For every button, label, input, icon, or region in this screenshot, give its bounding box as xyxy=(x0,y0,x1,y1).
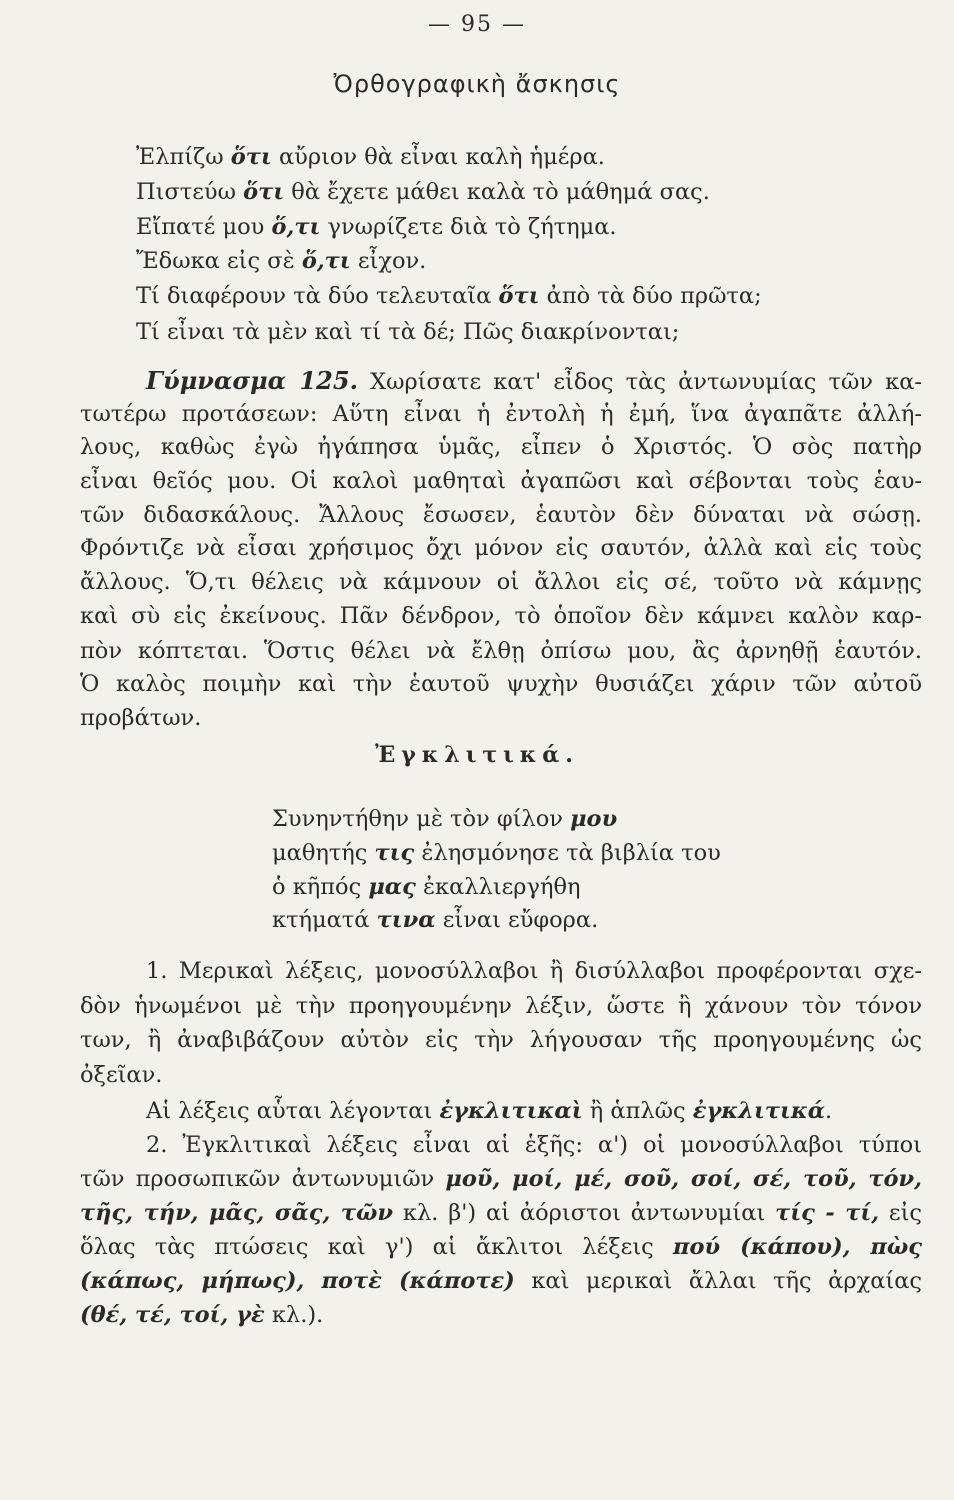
exercise-line: Ἐλπίζω ὅτι αὔριον θὰ εἶναι καλὴ ἡμέρα. xyxy=(136,144,605,170)
gymnasma-line: Φρόντιζε νὰ εἶσαι χρήσιμος ὄχι μόνον εἰς σαυτόν, ἀλλὰ καὶ εἰς τοὺς xyxy=(80,535,922,561)
page-number: — 95 — xyxy=(428,12,526,37)
example-line: κτήματά τινα εἶναι εὔφορα. xyxy=(272,907,599,933)
gymnasma-line: εἶναι θεῖός μου. Οἱ καλοὶ μαθηταὶ ἀγαπῶσι καὶ σέβονται τοὺς ἑαυ- xyxy=(80,468,922,494)
paragraph-1b: Αἱ λέξεις αὗται λέγονται ἐγκλιτικαὶ ἢ ἁπλῶς ἐγκλιτικά. xyxy=(146,1098,833,1124)
gymnasma-line: Ὁ καλὸς ποιμὴν καὶ τὴν ἑαυτοῦ ψυχὴν θυσιάζει χάριν τῶν αὐτοῦ xyxy=(80,671,922,697)
paragraph-1-line: ὀξεῖαν. xyxy=(80,1062,163,1088)
exercise-line: Πιστεύω ὅτι θὰ ἔχετε μάθει καλὰ τὸ μάθημά σας. xyxy=(136,179,710,205)
gymnasma-line: πὸν κόπτεται. Ὅστις θέλει νὰ ἔλθῃ ὀπίσω μου, ἂς ἀρνηθῇ ἑαυτόν. xyxy=(80,638,922,664)
exercise-line: Εἴπατέ μου ὅ,τι γνωρίζετε διὰ τὸ ζήτημα. xyxy=(136,214,617,240)
example-line: ὁ κῆπός μας ἐκαλλιεργήθη xyxy=(272,874,581,900)
gymnasma-line: καὶ σὺ εἰς ἐκείνους. Πᾶν δένδρον, τὸ ὁποῖον δὲν κάμνει καλὸν καρ- xyxy=(80,603,922,629)
gymnasma-last-line: προβάτων. xyxy=(80,705,202,731)
paragraph-2-line: τῶν προσωπικῶν ἀντωνυμιῶν μοῦ, μοί, μέ, σοῦ, σοί, σέ, τοῦ, τόν, xyxy=(80,1166,922,1192)
gymnasma-line: ἄλλους. Ὅ,τι θέλεις νὰ κάμνουν οἱ ἄλλοι εἰς σέ, τοῦτο νὰ κάμνῃς xyxy=(80,569,922,595)
paragraph-2-line: 2. Ἐγκλιτικαὶ λέξεις εἶναι αἱ ἑξῆς: α') οἱ μονοσύλλαβοι τύποι xyxy=(146,1132,922,1158)
exercise-line: Τί διαφέρουν τὰ δύο τελευταῖα ὅτι ἀπὸ τὰ δύο πρῶτα; xyxy=(136,283,762,309)
exercise-title: Ὀρθογραφικὴ ἄσκησις xyxy=(333,70,621,98)
paragraph-2-line: ὅλας τὰς πτώσεις καὶ γ') αἱ ἄκλιτοι λέξεις πού (κάπου), πὼς xyxy=(80,1234,922,1260)
paragraph-2-line: τῆς, τήν, μᾶς, σᾶς, τῶν κλ. β') αἱ ἀόριστοι ἀντωνυμίαι τίς - τί, εἰς xyxy=(80,1200,923,1226)
gymnasma-line: τῶν διδασκάλους. Ἄλλους ἔσωσεν, ἑαυτὸν δὲν δύναται νὰ σώσῃ. xyxy=(80,502,922,528)
exercise-line: Ἔδωκα εἰς σὲ ὅ,τι εἶχον. xyxy=(136,248,427,274)
paragraph-1-line: δὸν ἡνωμένοι μὲ τὴν προηγουμένην λέξιν, ὥστε ἢ χάνουν τὸν τόνον xyxy=(80,993,922,1019)
paragraph-2-line: (κάπως, μήπως), ποτὲ (κάποτε) καὶ μερικαὶ ἄλλαι τῆς ἀρχαίας xyxy=(80,1268,923,1294)
section-subtitle: Ἐγκλιτικά. xyxy=(375,742,579,768)
example-line: μαθητής τις ἐλησμόνησε τὰ βιβλία του xyxy=(272,840,721,866)
gymnasma-first-line: Γύμνασμα 125. Χωρίσατε κατ' εἶδος τὰς ἀντωνυμίας τῶν κα- xyxy=(146,366,922,395)
paragraph-2-line: (θέ, τέ, τοί, γὲ κλ.). xyxy=(80,1302,324,1328)
gymnasma-label: Γύμνασμα 125. xyxy=(146,366,358,395)
paragraph-1-line: των, ἢ ἀναβιβάζουν αὐτὸν εἰς τὴν λήγουσαν τῆς προηγουμένης ὡς xyxy=(80,1027,922,1053)
exercise-line: Τί εἶναι τὰ μὲν καὶ τί τὰ δέ; Πῶς διακρίνονται; xyxy=(136,319,680,345)
paragraph-1-line: 1. Μερικαὶ λέξεις, μονοσύλλαβοι ἢ δισύλλαβοι προφέρονται σχε- xyxy=(146,958,922,984)
example-line: Συνηντήθην μὲ τὸν φίλον μου xyxy=(272,806,618,832)
gymnasma-line: τωτέρω προτάσεων: Αὕτη εἶναι ἡ ἐντολὴ ἡ ἐμή, ἵνα ἀγαπᾶτε ἀλλή- xyxy=(80,401,922,427)
gymnasma-line: λους, καθὼς ἐγὼ ἠγάπησα ὑμᾶς, εἶπεν ὁ Χριστός. Ὁ σὸς πατὴρ xyxy=(80,434,922,460)
